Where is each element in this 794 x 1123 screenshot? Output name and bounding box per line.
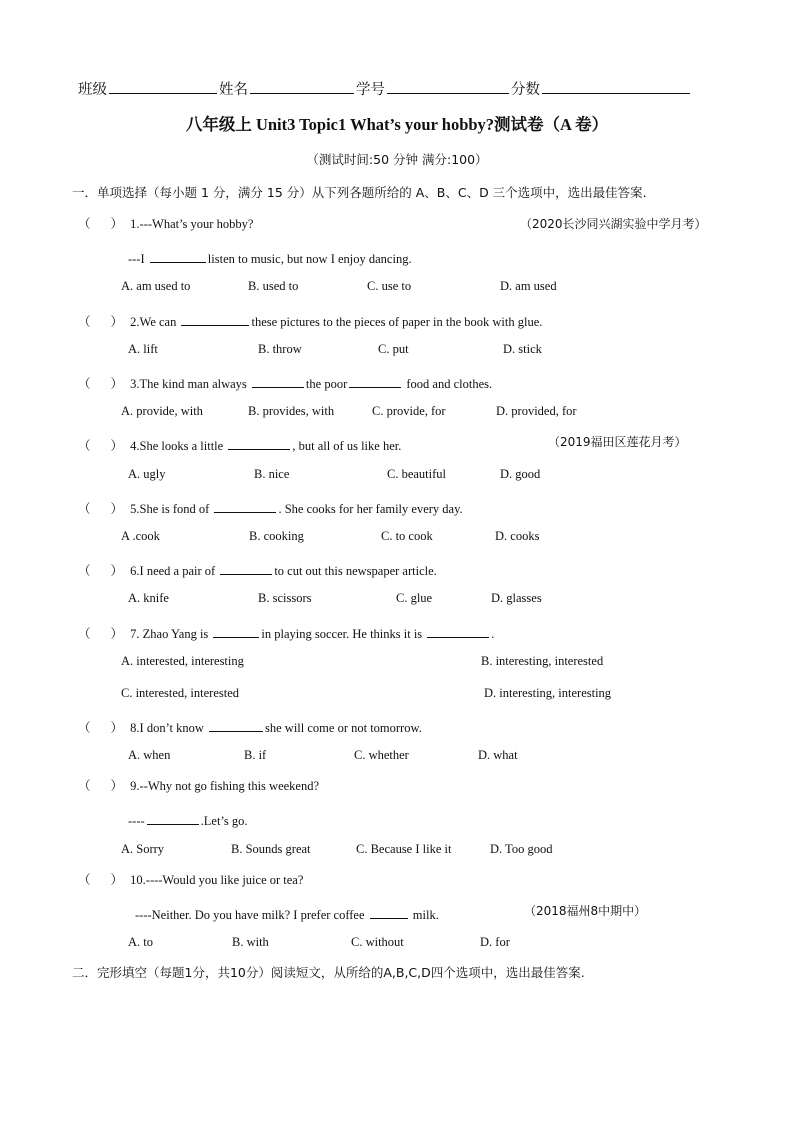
- answer-paren-close: ）: [110, 627, 124, 641]
- question-4: [78, 434, 401, 454]
- question-1-line2: [128, 247, 412, 267]
- q9-text: 9.--Why not go fishing this weekend?: [130, 779, 320, 793]
- answer-paren-open: （: [78, 564, 91, 578]
- answer-paren-open: （: [78, 779, 91, 793]
- q5-option-c[interactable]: C. to cook: [381, 529, 433, 543]
- section-1-heading: 一．单项选择（每小题 1 分，满分 15 分）从下列各题所给的 A、B、C、D 三个选项中，选出最佳答案.: [72, 185, 647, 200]
- q9-option-a[interactable]: A. Sorry: [121, 842, 165, 856]
- q7-option-b[interactable]: B. interesting, interested: [481, 654, 604, 668]
- q3-text-b: the poor: [305, 377, 348, 391]
- q10-blank: [370, 903, 408, 919]
- q10-option-d[interactable]: D. for: [480, 935, 510, 949]
- q6-text-a: 6.I need a pair of: [130, 564, 219, 578]
- q1-option-a[interactable]: A. am used to: [121, 279, 191, 293]
- question-6: [78, 559, 437, 579]
- page-subtitle: （测试时间:50 分钟 满分:100）: [306, 152, 488, 167]
- q7-blank-1: [213, 622, 259, 638]
- q3-text-a: 3.The kind man always: [130, 377, 250, 391]
- question-8: [78, 716, 422, 736]
- q5-option-a[interactable]: A .cook: [121, 529, 160, 543]
- q5-text-b: . She cooks for her family every day.: [278, 502, 463, 516]
- question-text: 1.---What’s your hobby?: [130, 217, 254, 231]
- q7-option-c[interactable]: C. interested, interested: [121, 686, 240, 700]
- answer-paren-open: （: [78, 721, 91, 735]
- q3-option-d[interactable]: D. provided, for: [496, 404, 577, 418]
- q1-option-b[interactable]: B. used to: [248, 279, 299, 293]
- answer-paren-open: （: [78, 217, 91, 231]
- q1-blank: [150, 247, 206, 263]
- question-10-line2: [135, 903, 439, 923]
- q8-option-b[interactable]: B. if: [244, 748, 267, 762]
- q10-option-a[interactable]: A. to: [128, 935, 153, 949]
- q8-text-b: she will come or not tomorrow.: [265, 721, 422, 735]
- page-title: 八年级上 Unit3 Topic1 What’s your hobby?测试卷（A 卷）: [185, 115, 609, 134]
- q10-option-b[interactable]: B. with: [232, 935, 269, 949]
- q2-option-a[interactable]: A. lift: [128, 342, 158, 356]
- q5-text-a: 5.She is fond of: [130, 502, 213, 516]
- id-field[interactable]: [387, 78, 509, 94]
- q3-blank-2: [349, 372, 401, 388]
- question-4-source: （2019福田区莲花月考）: [548, 435, 687, 449]
- score-label: 分数: [511, 82, 540, 98]
- q9-option-d[interactable]: D. Too good: [490, 842, 553, 856]
- question-1-source: （2020长沙同兴湖实验中学月考）: [520, 217, 707, 231]
- q2-option-b[interactable]: B. throw: [258, 342, 302, 356]
- q1-option-c[interactable]: C. use to: [367, 279, 412, 293]
- q9-blank: [147, 809, 199, 825]
- question-9-line2: [128, 809, 248, 829]
- q8-blank: [209, 716, 263, 732]
- q10-text: 10.----Would you like juice or tea?: [130, 873, 304, 887]
- score-field[interactable]: [542, 78, 690, 94]
- q9-line2-b: .Let’s go.: [200, 814, 248, 828]
- question-10: [78, 872, 303, 888]
- name-label: 姓名: [219, 82, 248, 98]
- question-3: [78, 372, 492, 392]
- q7-blank-2: [427, 622, 489, 638]
- answer-paren-close: ）: [110, 564, 124, 578]
- q4-blank: [228, 434, 290, 450]
- q4-text-a: 4.She looks a little: [130, 439, 227, 453]
- q4-option-b[interactable]: B. nice: [254, 467, 290, 481]
- q9-option-c[interactable]: C. Because I like it: [356, 842, 452, 856]
- q4-option-c[interactable]: C. beautiful: [387, 467, 447, 481]
- q10-option-c[interactable]: C. without: [351, 935, 404, 949]
- q8-option-a[interactable]: A. when: [128, 748, 171, 762]
- class-label: 班级: [78, 82, 107, 98]
- answer-paren-close: ）: [110, 502, 124, 516]
- answer-paren-close: ）: [110, 439, 124, 453]
- answer-paren-close: ）: [110, 217, 124, 231]
- answer-paren-close: ）: [110, 377, 124, 391]
- q6-option-a[interactable]: A. knife: [128, 591, 169, 605]
- q6-option-d[interactable]: D. glasses: [491, 591, 542, 605]
- student-info-line: [78, 78, 692, 98]
- q3-option-c[interactable]: C. provide, for: [372, 404, 446, 418]
- q1-line2-b: listen to music, but now I enjoy dancing.: [207, 252, 412, 266]
- q5-blank: [214, 497, 276, 513]
- q7-option-d[interactable]: D. interesting, interesting: [484, 686, 612, 700]
- q6-option-b[interactable]: B. scissors: [258, 591, 312, 605]
- q8-option-d[interactable]: D. what: [478, 748, 518, 762]
- q7-text-a: 7. Zhao Yang is: [130, 627, 212, 641]
- q10-line2-b: milk.: [409, 908, 439, 922]
- q4-option-d[interactable]: D. good: [500, 467, 541, 481]
- q8-text-a: 8.I don’t know: [130, 721, 208, 735]
- q2-text-a: 2.We can: [130, 315, 180, 329]
- id-label: 学号: [356, 82, 385, 98]
- answer-paren-open: （: [78, 439, 91, 453]
- answer-paren-open: （: [78, 873, 91, 887]
- answer-paren-close: ）: [110, 873, 124, 887]
- q6-option-c[interactable]: C. glue: [396, 591, 433, 605]
- question-5: [78, 497, 463, 517]
- q6-blank: [220, 559, 272, 575]
- question-2: [78, 310, 542, 330]
- answer-paren-open: （: [78, 315, 91, 329]
- answer-paren-close: ）: [110, 315, 124, 329]
- question-7: [78, 622, 494, 642]
- q3-text-c: food and clothes.: [403, 377, 493, 391]
- name-field[interactable]: [250, 78, 354, 94]
- q3-blank-1: [252, 372, 304, 388]
- answer-paren-open: （: [78, 377, 91, 391]
- q2-option-d[interactable]: D. stick: [503, 342, 542, 356]
- q7-text-c: .: [491, 627, 495, 641]
- q1-line2-a: ---I: [128, 252, 148, 266]
- answer-paren-open: （: [78, 502, 91, 516]
- q9-line2-a: ----: [128, 814, 145, 828]
- q2-blank: [181, 310, 249, 326]
- answer-paren-open: （: [78, 627, 91, 641]
- q7-option-a[interactable]: A. interested, interesting: [121, 654, 244, 668]
- section-2-heading: 二．完形填空（每题1分，共10分）阅读短文，从所给的A,B,C,D四个选项中，选出最佳答案.: [72, 965, 585, 980]
- q2-text-b: these pictures to the pieces of paper in the book with glue.: [251, 315, 543, 329]
- q9-option-b[interactable]: B. Sounds great: [231, 842, 311, 856]
- question-10-source: （2018福州8中期中）: [524, 904, 647, 918]
- q6-text-b: to cut out this newspaper article.: [274, 564, 437, 578]
- q3-option-a[interactable]: A. provide, with: [121, 404, 203, 418]
- q2-option-c[interactable]: C. put: [378, 342, 409, 356]
- q4-text-b: , but all of us like her.: [292, 439, 402, 453]
- q3-option-b[interactable]: B. provides, with: [248, 404, 335, 418]
- q5-option-b[interactable]: B. cooking: [249, 529, 304, 543]
- class-field[interactable]: [109, 78, 217, 94]
- q7-text-b: in playing soccer. He thinks it is: [261, 627, 426, 641]
- q4-option-a[interactable]: A. ugly: [128, 467, 166, 481]
- answer-paren-close: ）: [110, 779, 124, 793]
- q1-option-d[interactable]: D. am used: [500, 279, 557, 293]
- q5-option-d[interactable]: D. cooks: [495, 529, 540, 543]
- answer-paren-close: ）: [110, 721, 124, 735]
- q8-option-c[interactable]: C. whether: [354, 748, 409, 762]
- question-1: [78, 216, 253, 232]
- q10-line2-a: ----Neither. Do you have milk? I prefer coffee: [135, 908, 368, 922]
- question-9: [78, 778, 319, 794]
